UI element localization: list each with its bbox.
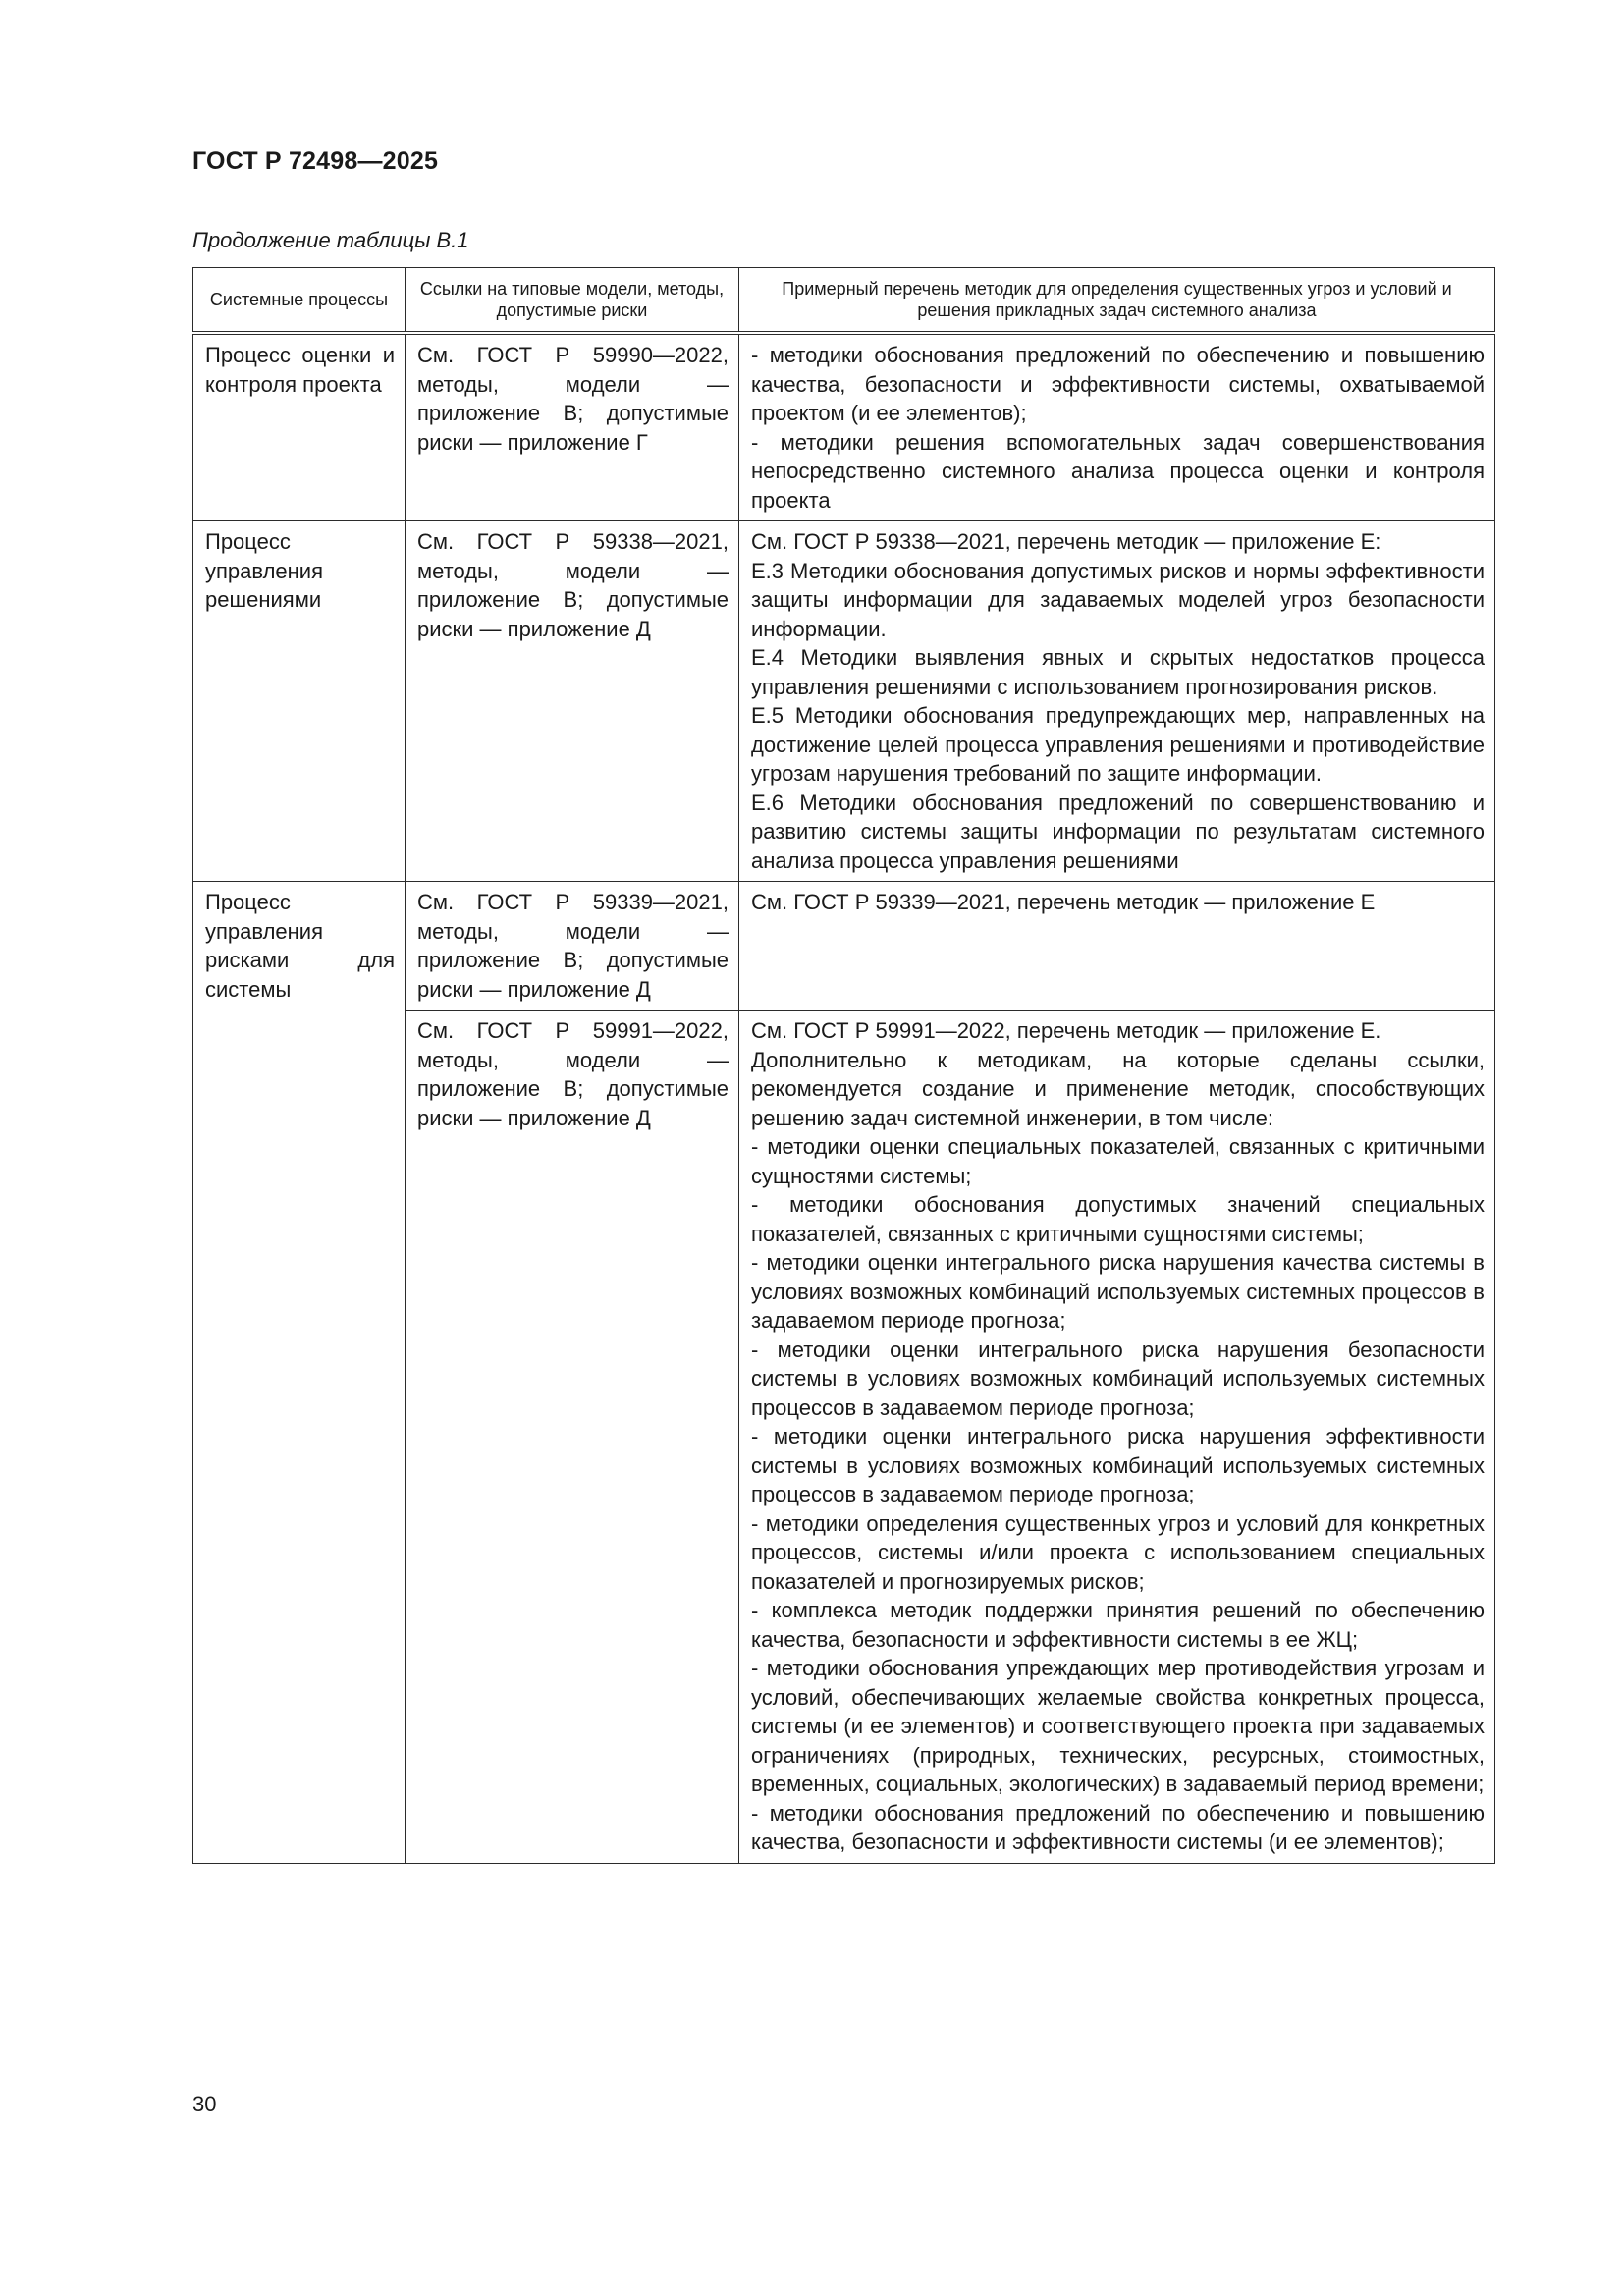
methods-cell: [739, 882, 1495, 1011]
process-cell: [193, 521, 406, 882]
process-cell: [193, 333, 406, 521]
page-number: 30: [192, 2092, 217, 2116]
methods-cell: [739, 333, 1495, 521]
methods-cell: [739, 521, 1495, 882]
process-name: Процесс оценки и контроля проекта: [205, 343, 395, 397]
references-text: См. ГОСТ Р 59339—2021, методы, модели — приложение В; допустимые риски — приложение Д: [417, 890, 729, 1002]
references-cell: [406, 1011, 739, 1864]
references-cell: [406, 333, 739, 521]
table-row-decision-management: [193, 521, 1495, 882]
methods-text: См. ГОСТ Р 59991—2022, перечень методик — приложение Е. Дополнительно к методикам, на которые сделаны ссылки, рекомендуется создание и применение методик, способствующих решению задач системной инженерии, в том числе: - методики оценки специальных показателей, связанных с критичными сущностями системы; - методики обоснования допустимых значений специальных показателей, связанных с критичными сущностями системы; - методики оценки интегрального риска нарушения качества системы в условиях возможных комбинаций используемых системных процессов в задаваемом периоде прогноза; - методики оценки интегрального риска нарушения безопасности системы в условиях возможных комбинаций используемых системных процессов в задаваемом периоде прогноза; - методики оценки интегрального риска нарушения эффективности системы в условиях возможных комбинаций используемых системных процессов в задаваемом периоде прогноза; - методики определения существенных угроз и условий для конкретных процессов, системы и/или проекта с использованием специальных показателей и прогнозируемых рисков; - комплекса методик поддержки принятия решений по обеспечению качества, безопасности и эффективности системы в ее ЖЦ; - методики обоснования упреждающих мер противодействия угрозам и условий, обеспечивающих желаемые свойства конкретных процесса, системы (и ее элементов) и соответствующего проекта при задаваемых ограничениях (природных, технических, ресурсных, стоимостных, временных, социальных, экологических) в задаваемый период времени; - методики обоснования предложений по обеспечению и повышению качества, безопасности и эффективности системы (и ее элементов);: [751, 1018, 1485, 1854]
process-name: Процесс управления решениями: [205, 529, 323, 612]
table-header-row: [193, 268, 1495, 334]
document-id-header: ГОСТ Р 72498—2025: [192, 147, 439, 175]
references-cell: [406, 521, 739, 882]
table-caption: Продолжение таблицы В.1: [192, 228, 469, 252]
process-name: Процесс управления рисками для системы: [205, 890, 395, 1002]
column-header-processes: Системные процессы: [193, 268, 406, 334]
references-text: См. ГОСТ Р 59990—2022, методы, модели — приложение В; допустимые риски — приложение Г: [417, 343, 729, 455]
column-header-methods: Примерный перечень методик для определения существенных угроз и условий и решения прикладных задач системного анализа: [739, 268, 1495, 334]
methods-text: См. ГОСТ Р 59339—2021, перечень методик — приложение Е: [751, 890, 1376, 914]
table-row-project-assessment: [193, 333, 1495, 521]
methods-text: - методики обоснования предложений по обеспечению и повышению качества, безопасности и эффективности системы, охватываемой проектом (и ее элементов); - методики решения вспомогательных задач совершенствования непосредственно системного анализа процесса оценки и контроля проекта: [751, 343, 1485, 513]
references-text: См. ГОСТ Р 59338—2021, методы, модели — приложение В; допустимые риски — приложение Д: [417, 529, 729, 641]
methods-cell: [739, 1011, 1495, 1864]
process-cell: [193, 882, 406, 1864]
methods-text: См. ГОСТ Р 59338—2021, перечень методик — приложение Е: Е.3 Методики обоснования допустимых рисков и нормы эффективности защиты информации для задаваемых моделей угроз безопасности информации. Е.4 Методики выявления явных и скрытых недостатков процесса управления решениями с использованием прогнозирования рисков. Е.5 Методики обоснования предупреждающих мер, направленных на достижение целей процесса управления решениями и противодействие угрозам нарушения требований по защите информации. Е.6 Методики обоснования предложений по совершенствованию и развитию системы защиты информации по результатам системного анализа процесса управления решениями: [751, 529, 1485, 873]
methods-table: [192, 267, 1495, 1864]
column-header-references: Ссылки на типовые модели, методы, допустимые риски: [406, 268, 739, 334]
references-text: См. ГОСТ Р 59991—2022, методы, модели — приложение В; допустимые риски — приложение Д: [417, 1018, 729, 1130]
table-row-risk-management: [193, 882, 1495, 1011]
references-cell: [406, 882, 739, 1011]
